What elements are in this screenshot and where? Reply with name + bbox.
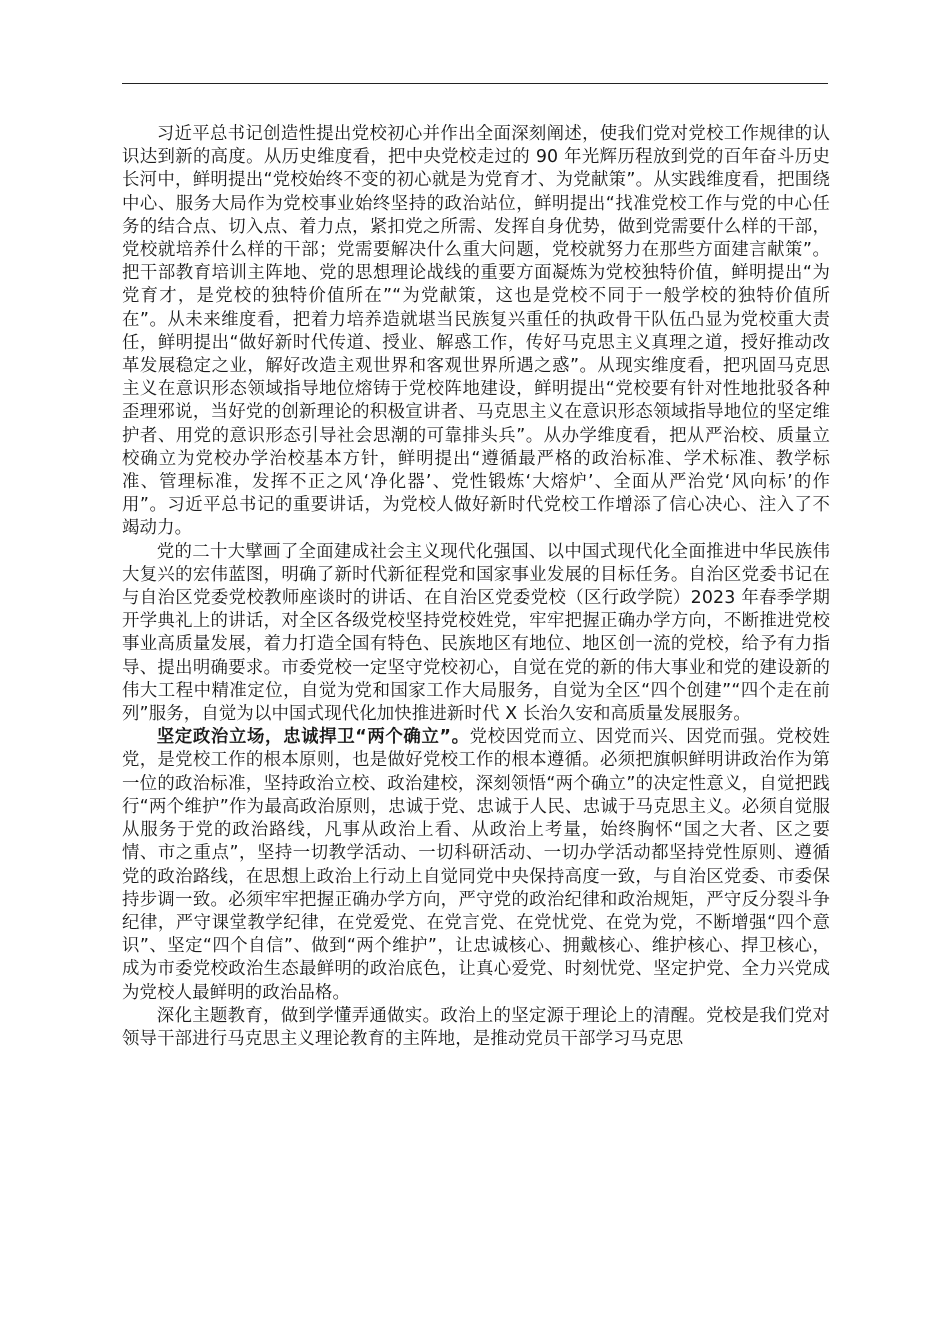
paragraph-text: 深化主题教育，做到学懂弄通做实。政治上的坚定源于理论上的清醒。党校是我们党对领导干部进行马克思主义理论教育的主阵地，是推动党员干部学习马克思 [122, 1005, 830, 1049]
paragraph-political-stance [122, 726, 830, 1004]
document-body [122, 123, 830, 1051]
paragraph-twentieth-congress [122, 541, 830, 727]
header-rule [122, 83, 828, 84]
paragraph-text: 党校因党而立、因党而兴、因党而强。党校姓党，是党校工作的根本原则，也是做好党校工作的根本遵循。必须把旗帜鲜明讲政治作为第一位的政治标准，坚持政治立校、政治建校，深刻领悟“两个确立”的决定性意义，自觉把践行“两个维护”作为最高政治原则，忠诚于党、忠诚于人民、忠诚于马克思主义。必须自觉服从服务于党的政治路线，凡事从政治上看、从政治上考量，始终胸怀“国之大者、区之要情、市之重点”，坚持一切教学活动、一切科研活动、一切办学活动都坚持党性原则、遵循党的政治路线，在思想上政治上行动上自觉同党中央保持高度一致，与自治区党委、市委保持步调一致。必须牢牢把握正确办学方向，严守党的政治纪律和政治规矩，严守反分裂斗争纪律，严守课堂教学纪律，在党爱党、在党言党、在党忧党、在党为党，不断增强“四个意识”、坚定“四个自信”、做到“两个维护”，让忠诚核心、拥戴核心、维护核心、捍卫核心，成为市委党校政治生态最鲜明的政治底色，让真心爱党、时刻忧党、坚定护党、全力兴党成为党校人最鲜明的政治品格。 [122, 727, 830, 1003]
paragraph-text: 习近平总书记创造性提出党校初心并作出全面深刻阐述，使我们党对党校工作规律的认识达到新的高度。从历史维度看，把中央党校走过的 90 年光辉历程放到党的百年奋斗历史长河中，鲜明提出“党校始终不变的初心就是为党育才、为党献策”。从实践维度看，把围绕中心、服务大局作为党校事业始终坚持的政治站位，鲜明提出“找准党校工作与党的中心任务的结合点、切入点、着力点，紧扣党之所需、发挥自身优势，做到党需要什么样的干部，党校就培养什么样的干部；党需要解决什么重大问题，党校就努力在那些方面建言献策”。把干部教育培训主阵地、党的思想理论战线的重要方面凝炼为党校独特价值，鲜明提出“为党育才，是党校的独特价值所在”“为党献策，这也是党校不同于一般学校的独特价值所在”。从未来维度看，把着力培养造就堪当民族复兴重任的执政骨干队伍凸显为党校重大责任，鲜明提出“做好新时代传道、授业、解惑工作，传好马克思主义真理之道，授好推动改革发展稳定之业，解好改造主观世界和客观世界所遇之惑”。从现实维度看，把巩固马克思主义在意识形态领域指导地位熔铸于党校阵地建设，鲜明提出“党校要有针对性地批驳各种歪理邪说，当好党的创新理论的积极宣讲者、马克思主义在意识形态领域指导地位的坚定维护者、用党的意识形态引导社会思潮的可靠排头兵”。从办学维度看，把从严治校、质量立校确立为党校办学治校基本方针，鲜明提出“遵循最严格的政治标准、学术标准、教学标准、管理标准，发挥不正之风‘净化器’、党性锻炼‘大熔炉’、全面从严治党‘风向标’的作用”。习近平总书记的重要讲话，为党校人做好新时代党校工作增添了信心决心、注入了不竭动力。 [122, 124, 830, 539]
paragraph-party-school-founding-mission [122, 123, 830, 541]
paragraph-theme-education [122, 1005, 830, 1051]
paragraph-text: 党的二十大擘画了全面建成社会主义现代化强国、以中国式现代化全面推进中华民族伟大复兴的宏伟蓝图，明确了新时代新征程党和国家事业发展的目标任务。自治区党委书记在与自治区党委党校教师座谈时的讲话、在自治区党委党校（区行政学院）2023 年春季学期开学典礼上的讲话，对全区各级党校坚持党校姓党，牢牢把握正确办学方向，不断推进党校事业高质量发展，着力打造全国有特色、民族地区有地位、地区创一流的党校，给予有力指导、提出明确要求。市委党校一定坚守党校初心，自觉在党的新的伟大事业和党的建设新的伟大工程中精准定位，自觉为党和国家工作大局服务，自觉为全区“四个创建”“四个走在前列”服务，自觉为以中国式现代化加快推进新时代 X 长治久安和高质量发展服务。 [122, 541, 830, 725]
paragraph-lead-heading: 坚定政治立场，忠诚捍卫“两个确立”。 [156, 727, 470, 748]
